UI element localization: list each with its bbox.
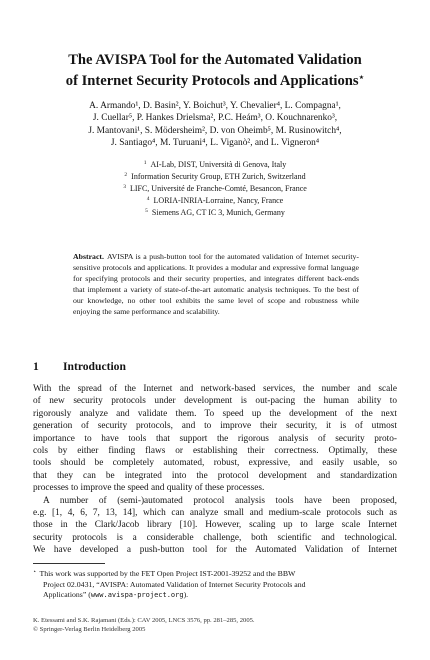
author-list: [22, 100, 408, 150]
affiliation: [22, 206, 408, 218]
body-line: A number of (semi-)automated protocol analysis tools have been proposed,: [43, 495, 397, 506]
body-line: cols by either finding flaws or establishing their correctness. Optimally, these: [33, 446, 397, 457]
affiliation-text: Siemens AG, CT IC 3, Munich, Germany: [151, 208, 285, 217]
body-line: e.g. [1, 4, 6, 7, 13, 14], which can analyze small and medium-scale protocols such as: [33, 508, 397, 519]
section-number: 1: [33, 360, 39, 373]
imprint-citation: K. Etessami and S.K. Rajamani (Eds.): CAV 2005, LNCS 3576, pp. 281–285, 2005.: [33, 617, 255, 624]
footnote-text: This work was supported by the FET Open Project IST-2001-39252 and the BBW: [39, 569, 296, 578]
body-line: processes to improve the speed and quality of these processes.: [33, 483, 265, 494]
affiliation-text: LORIA-INRIA-Lorraine, Nancy, France: [153, 196, 284, 205]
author-line: J. Mantovani¹, S. Mödersheim², D. von Oheimb⁵, M. Rusinowitch⁴,: [88, 125, 342, 136]
imprint-copyright: © Springer-Verlag Berlin Heidelberg 2005: [33, 626, 146, 633]
footnote-text: Applications” (: [43, 590, 91, 600]
body-line: rigorously analyze and validate them. To speed up the development of the next: [33, 408, 397, 419]
body-line: security protocols is a considerable challenge, both scientific and technological.: [33, 532, 397, 543]
section-title: Introduction: [63, 360, 126, 373]
author-line: J. Santiago⁴, M. Turuani⁴, L. Viganò², and L. Vigneron⁴: [110, 138, 320, 149]
body-line: of new security protocols under development is out-pacing the human ability to: [33, 396, 397, 407]
affiliation-text: AI-Lab, DIST, Università di Genova, Italy: [150, 160, 287, 169]
body-line: that they can be integrated into the protocol development and standardization: [33, 470, 397, 481]
body-line: We have developed a push-button tool for the Automated Validation of Internet: [33, 545, 397, 556]
title-line-1: The AVISPA Tool for the Automated Validation: [68, 52, 362, 68]
body-line: generation of security protocols, and to improve their security, it is of utmost: [33, 421, 397, 432]
project-url-link[interactable]: www.avispa-project.org: [90, 591, 184, 600]
footnote-mark: ⋆: [33, 569, 37, 575]
affiliation: [22, 158, 408, 170]
abstract-text: AVISPA is a push-button tool for the automated validation of Internet security-sensitive protocols and applications. It provides a modular and expressive formal language for specifying protocols and their security properties, and integrates different back-ends that implement a variety of state-of-the-art automatic analysis techniques. To the best of our knowledge, no other tool exhibits the same level of scope and robustness while enjoying the same performance and scalability.: [73, 252, 359, 316]
footnote: [33, 567, 397, 601]
affiliation-text: Information Security Group, ETH Zurich, Switzerland: [131, 172, 306, 181]
affiliation-number: 2: [124, 172, 128, 178]
affiliation-number: 4: [146, 196, 150, 202]
author-line: J. Cuellar⁵, P. Hankes Drielsma², P.C. Heám³, O. Kouchnarenko³,: [92, 113, 338, 124]
body-paragraphs: [33, 383, 397, 557]
body-line: tools should be completely automated, robust, expressive, and easily usable, so: [33, 458, 397, 469]
publication-imprint: [33, 616, 397, 634]
footnote-rule: [33, 563, 105, 564]
footnote-line: Project 02.0431, “AVISPA: Automated Validation of Internet Security Protocols and: [43, 579, 306, 589]
affiliation-number: 5: [145, 208, 148, 214]
affiliation: [22, 170, 408, 182]
author-line: A. Armando¹, D. Basin², Y. Boichut³, Y. Chevalier⁴, L. Compagna¹,: [89, 101, 341, 111]
title-footnote-mark: ⋆: [358, 72, 365, 82]
abstract-label: Abstract.: [73, 252, 104, 261]
abstract: [73, 251, 359, 317]
body-line: With the spread of the Internet and network-based services, the number and scale: [33, 384, 397, 394]
footnote-line: [33, 567, 397, 580]
affiliation-text: LIFC, Université de Franche-Comté, Besancon, France: [129, 184, 307, 193]
section-heading: [33, 360, 126, 373]
footnote-line: [33, 590, 397, 601]
affiliation-number: 3: [123, 184, 126, 190]
footnote-text: ).: [183, 590, 189, 600]
title-line-2: of Internet Security Protocols and Applications: [65, 73, 359, 89]
affiliation-list: [22, 158, 408, 218]
body-line: those in the Clark/Jacob library [10]. However, scaling up to large scale Internet: [33, 520, 397, 531]
affiliation: [22, 194, 408, 206]
affiliation-number: 1: [143, 160, 147, 166]
body-line: importance to have tools that support the rigorous analysis of security proto-: [33, 433, 397, 444]
affiliation: [22, 182, 408, 194]
paper-title: [20, 52, 410, 90]
